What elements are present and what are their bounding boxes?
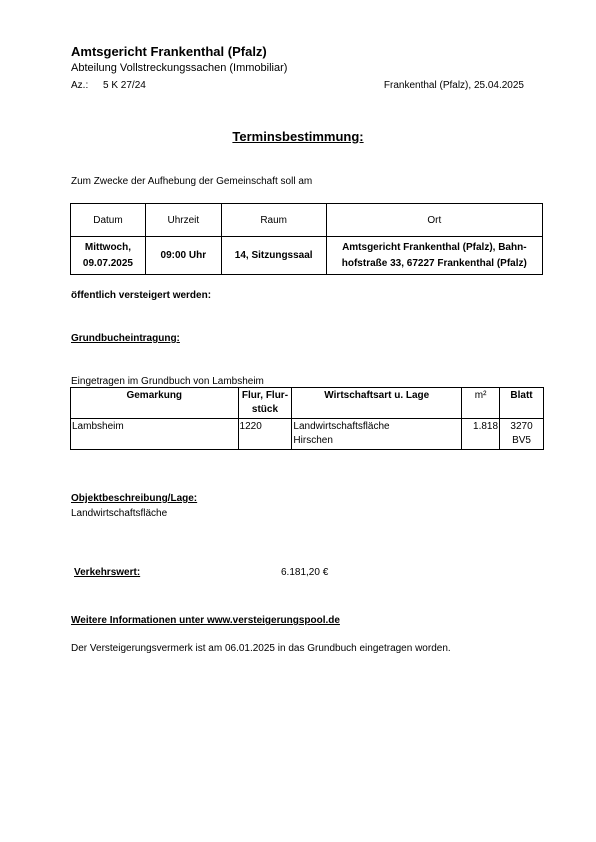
header-flur-line-1: Flur, Flur-: [241, 390, 289, 401]
cell-flur: 1220: [238, 419, 292, 450]
objekt-heading: Objektbeschreibung/Lage:: [71, 493, 198, 504]
header-uhrzeit: Uhrzeit: [145, 204, 221, 237]
intro-text: Zum Zwecke der Aufhebung der Gemeinschaft soll am: [71, 176, 313, 187]
header-datum: Datum: [71, 204, 146, 237]
cell-raum: 14, Sitzungssaal: [221, 237, 326, 275]
info-link[interactable]: Weitere Informationen unter www.versteigerungspool.de: [71, 615, 340, 626]
cell-m2: 1.818: [462, 419, 500, 450]
grundbuch-heading: Grundbucheintragung:: [71, 333, 180, 344]
verkehrswert-value: 6.181,20 €: [281, 567, 329, 578]
header-wirtschaftsart: Wirtschaftsart u. Lage: [292, 388, 462, 419]
cell-blatt: [500, 419, 544, 450]
place-line-2: hofstraße 33, 67227 Frankenthal (Pfalz): [341, 257, 527, 269]
auction-statement: öffentlich versteigert werden:: [71, 290, 212, 301]
cell-datum: [71, 237, 146, 275]
header-raum: Raum: [221, 204, 326, 237]
wirtschaftsart-line-2: Hirschen: [293, 435, 333, 446]
grundbuch-table: [70, 387, 544, 450]
objekt-description: Landwirtschaftsfläche: [71, 508, 168, 519]
case-number-label: Az.:: [71, 80, 89, 91]
header-blatt: Blatt: [500, 388, 544, 419]
termin-header-row: [71, 204, 543, 237]
grundbuch-intro: Eingetragen im Grundbuch von Lambsheim: [71, 376, 264, 387]
cell-ort: [326, 237, 542, 275]
header-flur-line-2: stück: [251, 404, 279, 415]
case-number: 5 K 27/24: [103, 80, 146, 91]
grundbuch-header-row: [71, 388, 544, 419]
header-flur: [238, 388, 292, 419]
termin-data-row: [71, 237, 543, 275]
date-value: 09.07.2025: [82, 257, 133, 269]
note-text: Der Versteigerungsvermerk ist am 06.01.2025 in das Grundbuch eingetragen worden.: [71, 643, 451, 654]
blatt-line-2: BV5: [512, 435, 531, 446]
department: Abteilung Vollstreckungssachen (Immobiliar): [71, 62, 288, 74]
cell-gemarkung: Lambsheim: [71, 419, 239, 450]
header-gemarkung: Gemarkung: [71, 388, 239, 419]
date-weekday: Mittwoch,: [84, 241, 131, 253]
verkehrswert-label: Verkehrswert:: [74, 567, 141, 578]
document-title: Terminsbestimmung:: [232, 129, 364, 144]
header-m2: m²: [462, 388, 500, 419]
wirtschaftsart-line-1: Landwirtschaftsfläche: [293, 421, 390, 432]
blatt-line-1: 3270: [510, 421, 533, 432]
grundbuch-data-row: [71, 419, 544, 450]
cell-uhrzeit: 09:00 Uhr: [145, 237, 221, 275]
place-line-1: Amtsgericht Frankenthal (Pfalz), Bahn-: [342, 241, 527, 253]
termin-table: [70, 203, 543, 275]
cell-wirtschaftsart: [292, 419, 462, 450]
court-name: Amtsgericht Frankenthal (Pfalz): [71, 44, 267, 59]
header-ort: Ort: [326, 204, 542, 237]
place-date: Frankenthal (Pfalz), 25.04.2025: [383, 80, 524, 91]
